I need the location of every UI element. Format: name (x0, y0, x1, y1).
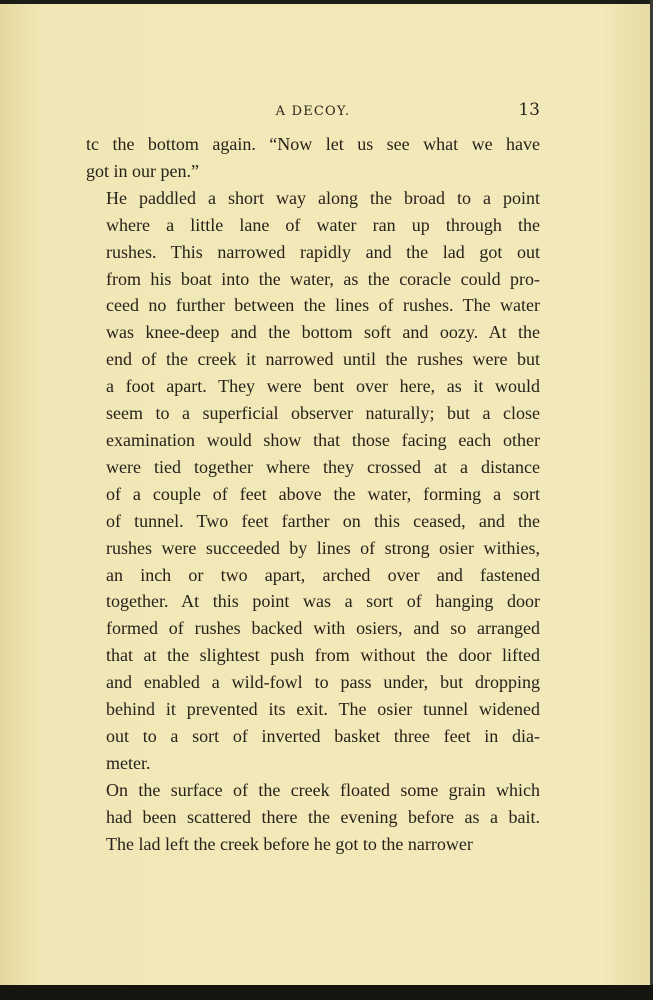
text-line: was knee-deep and the bottom soft and oozy. At the (106, 322, 540, 343)
text-line: and enabled a wild-fowl to pass under, but dropping (106, 672, 540, 693)
body-text (86, 131, 540, 857)
text-line: behind it prevented its exit. The osier tunnel widened (106, 699, 540, 720)
page-number: 13 (518, 100, 540, 120)
paragraph (86, 185, 540, 777)
text-line: that at the slightest push from without the door lifted (106, 645, 540, 666)
text-line: He paddled a short way along the broad to a point (106, 187, 540, 208)
paragraph (86, 131, 540, 185)
text-line: rushes were succeeded by lines of strong osier withies, (106, 537, 540, 558)
text-line: where a little lane of water ran up through the (106, 214, 540, 235)
text-line: of tunnel. Two feet farther on this ceased, and the (106, 510, 540, 531)
running-title: A DECOY. (275, 104, 351, 119)
text-line: formed of rushes backed with osiers, and so arranged (106, 618, 540, 639)
scan-bottom-edge (0, 985, 653, 1000)
text-line: rushes. This narrowed rapidly and the lad got out (106, 241, 540, 262)
running-header (86, 100, 540, 124)
paragraph (86, 777, 540, 858)
text-line: tc the bottom again. “Now let us see what we have (86, 134, 540, 154)
text-line: examination would show that those facing each other (106, 429, 540, 450)
text-line: of a couple of feet above the water, forming a sort (106, 483, 540, 504)
text-line: were tied together where they crossed at a distance (106, 456, 540, 477)
text-line: had been scattered there the evening before as a bait. (106, 806, 540, 827)
text-line: got in our pen.” (86, 160, 199, 181)
scan-top-edge (0, 0, 653, 4)
text-line: ceed no further between the lines of rushes. The water (106, 295, 540, 316)
text-line: together. At this point was a sort of hanging door (106, 591, 540, 612)
text-line: out to a sort of inverted basket three feet in dia- (106, 725, 540, 746)
text-line: from his boat into the water, as the coracle could pro- (106, 268, 540, 289)
text-line: meter. (106, 752, 151, 773)
text-line: seem to a superficial observer naturally; but a close (106, 403, 540, 424)
text-line: end of the creek it narrowed until the rushes were but (106, 349, 540, 370)
text-line: an inch or two apart, arched over and fastened (106, 564, 540, 585)
text-line: On the surface of the creek floated some grain which (106, 779, 540, 800)
text-line: The lad left the creek before he got to the narrower (106, 833, 473, 854)
text-line: a foot apart. They were bent over here, as it would (106, 376, 540, 397)
